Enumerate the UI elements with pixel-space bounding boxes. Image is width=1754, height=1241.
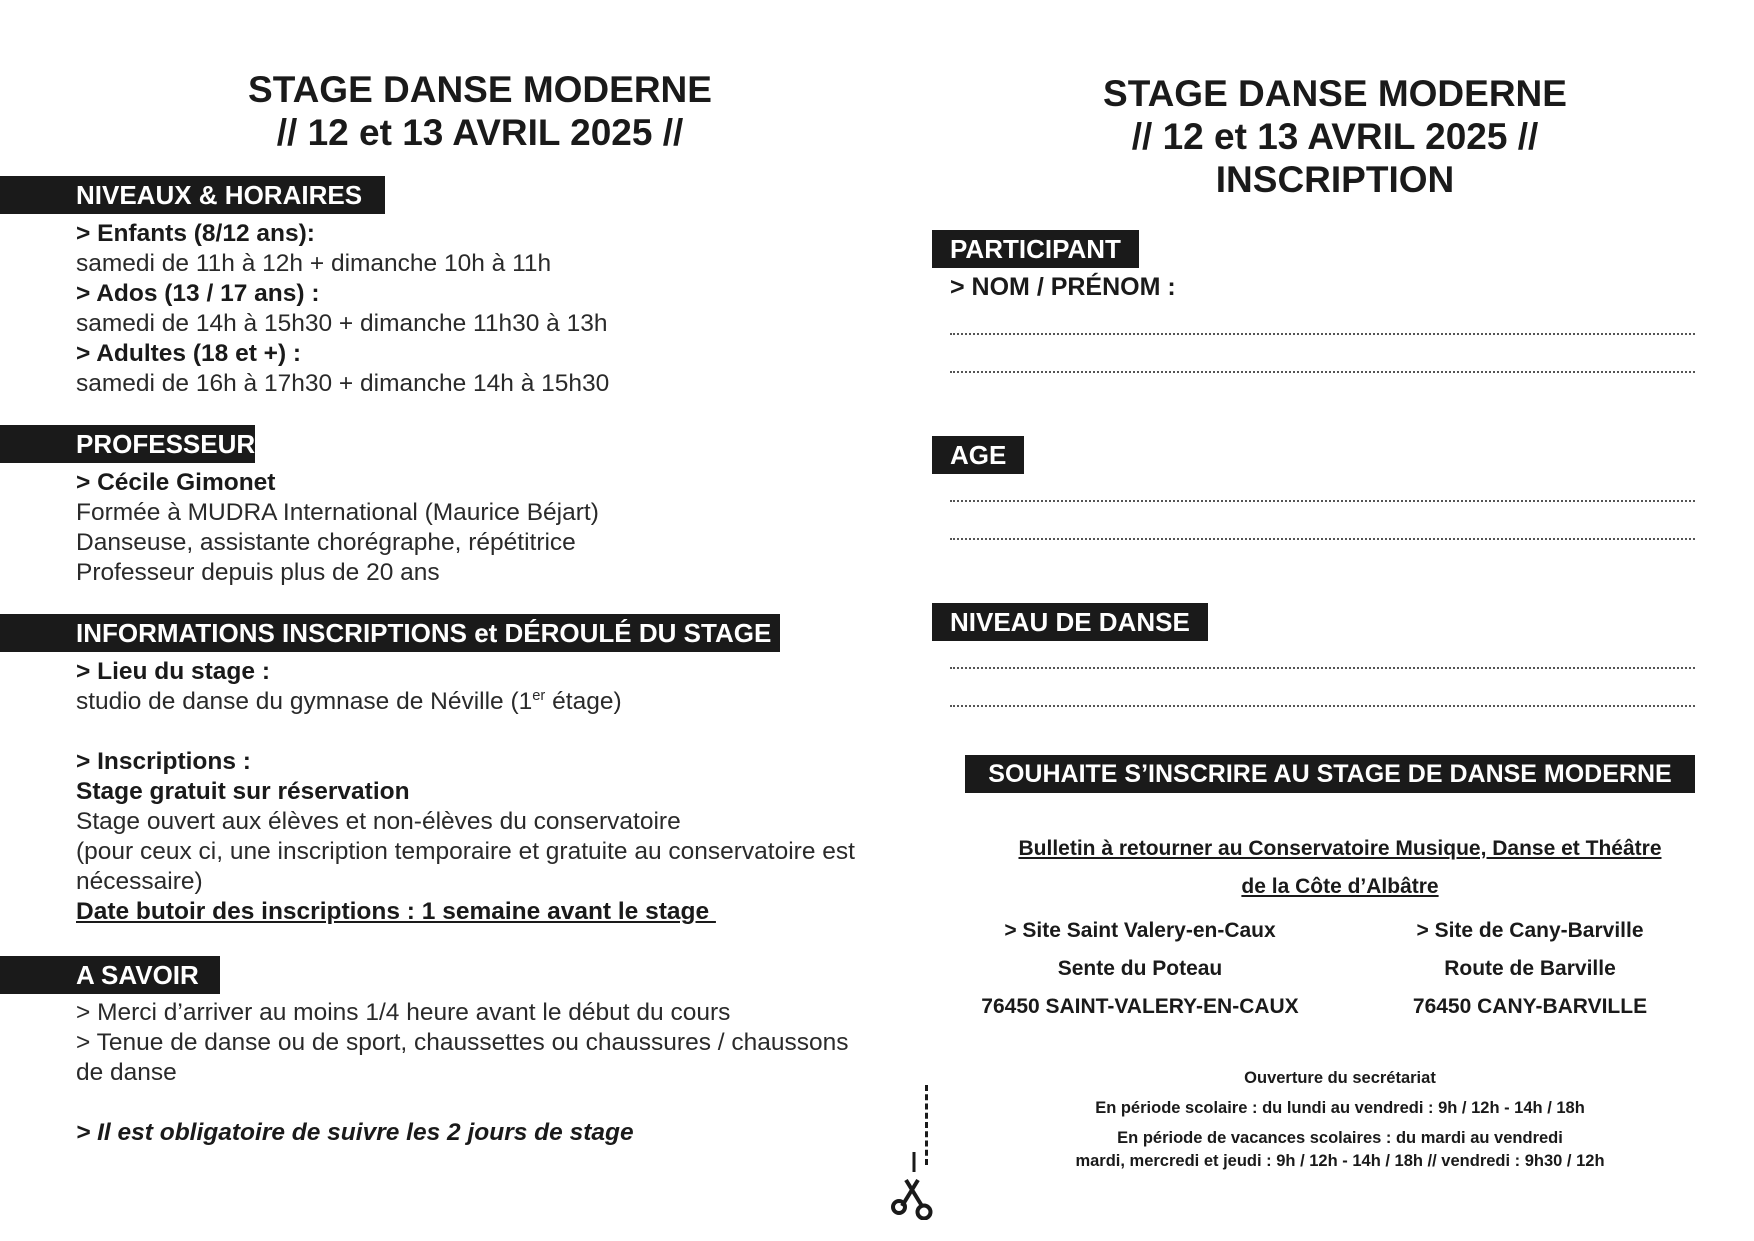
age-field-line1[interactable] xyxy=(950,500,1695,502)
professeur-name: > Cécile Gimonet xyxy=(76,469,276,496)
savoir-header: A SAVOIR xyxy=(0,956,220,994)
lieu-label: > Lieu du stage : xyxy=(76,658,270,685)
niveaux-section xyxy=(76,219,876,399)
stage-gratuit: Stage gratuit sur réservation xyxy=(76,778,410,805)
site2-city: 76450 CANY-BARVILLE xyxy=(1412,995,1648,1018)
age-field-line2[interactable] xyxy=(950,538,1695,540)
site2-street: Route de Barville xyxy=(1444,957,1616,980)
bulletin-line2: de la Côte d’Albâtre xyxy=(1241,875,1439,898)
informations-header: INFORMATIONS INSCRIPTIONS et DÉROULÉ DU STAGE xyxy=(0,614,780,652)
niveau-field-line2[interactable] xyxy=(950,705,1695,707)
savoir-section xyxy=(76,998,876,1148)
right-title-line1: STAGE DANSE MODERNE xyxy=(1103,73,1567,114)
professeur-header: PROFESSEUR xyxy=(0,425,255,463)
niveaux-header: NIVEAUX & HORAIRES xyxy=(0,176,385,214)
professeur-line1: Formée à MUDRA International (Maurice Béjart) xyxy=(76,499,599,526)
professeur-section xyxy=(76,468,876,588)
bulletin-line1: Bulletin à retourner au Conservatoire Musique, Danse et Théâtre xyxy=(1018,837,1662,860)
right-title-line3: INSCRIPTION xyxy=(1215,159,1455,200)
left-title xyxy=(60,68,900,154)
date-butoir: Date butoir des inscriptions : 1 semaine avant le stage xyxy=(76,898,716,925)
ados-label: > Ados (13 / 17 ans) : xyxy=(76,280,320,307)
adultes-label: > Adultes (18 et +) : xyxy=(76,340,302,367)
tenue-line1: > Tenue de danse ou de sport, chaussettes ou chaussures / chaussons xyxy=(76,1029,849,1056)
lieu-text: studio de danse du gymnase de Néville (1er étage) xyxy=(76,687,622,715)
site1-city: 76450 SAINT-VALERY-EN-CAUX xyxy=(981,995,1299,1018)
nom-label: > NOM / PRÉNOM : xyxy=(950,273,1176,301)
nom-field-line2[interactable] xyxy=(950,371,1695,373)
inscriptions-label: > Inscriptions : xyxy=(76,748,251,775)
ados-horaire: samedi de 14h à 15h30 + dimanche 11h30 à 13h xyxy=(76,310,608,337)
informations-section xyxy=(76,657,876,927)
adultes-horaire: samedi de 16h à 17h30 + dimanche 14h à 15h30 xyxy=(76,370,610,397)
secretariat-vacances-line1: En période de vacances scolaires : du mardi au vendredi xyxy=(1117,1129,1563,1147)
professeur-line2: Danseuse, assistante chorégraphe, répétitrice xyxy=(76,529,576,556)
professeur-line3: Professeur depuis plus de 20 ans xyxy=(76,559,440,586)
left-title-line1: STAGE DANSE MODERNE xyxy=(248,69,712,110)
site2-name: > Site de Cany-Barville xyxy=(1416,919,1644,942)
right-title-line2: // 12 et 13 AVRIL 2025 // xyxy=(1131,116,1539,157)
right-title xyxy=(920,72,1750,201)
left-title-line2: // 12 et 13 AVRIL 2025 // xyxy=(276,112,684,153)
secretariat-vacances-line2: mardi, mercredi et jeudi : 9h / 12h - 14h / 18h // vendredi : 9h30 / 12h xyxy=(1075,1152,1605,1170)
enfants-horaire: samedi de 11h à 12h + dimanche 10h à 11h xyxy=(76,250,552,277)
nom-field-line1[interactable] xyxy=(950,333,1695,335)
pour-ceux-line2: nécessaire) xyxy=(76,868,203,895)
secretariat-scolaire: En période scolaire : du lundi au vendredi : 9h / 12h - 14h / 18h xyxy=(1095,1099,1585,1117)
tenue-line2: de danse xyxy=(76,1059,177,1086)
age-header: AGE xyxy=(932,436,1024,474)
merci-line: > Merci d’arriver au moins 1/4 heure avant le début du cours xyxy=(76,999,731,1026)
stage-ouvert: Stage ouvert aux élèves et non-élèves du conservatoire xyxy=(76,808,681,835)
enfants-label: > Enfants (8/12 ans): xyxy=(76,220,315,247)
niveau-header: NIVEAU DE DANSE xyxy=(932,603,1208,641)
obligatoire-line: > Il est obligatoire de suivre les 2 jours de stage xyxy=(76,1119,634,1146)
site1-street: Sente du Poteau xyxy=(1057,957,1223,980)
souhaite-header: SOUHAITE S’INSCRIRE AU STAGE DE DANSE MODERNE xyxy=(965,755,1695,793)
niveau-field-line1[interactable] xyxy=(950,667,1695,669)
site1-name: > Site Saint Valery-en-Caux xyxy=(1004,919,1276,942)
secretariat-title: Ouverture du secrétariat xyxy=(1244,1069,1436,1087)
pour-ceux-line1: (pour ceux ci, une inscription temporaire et gratuite au conservatoire est xyxy=(76,838,855,865)
participant-header: PARTICIPANT xyxy=(932,230,1139,268)
scissors-icon xyxy=(888,1150,934,1220)
